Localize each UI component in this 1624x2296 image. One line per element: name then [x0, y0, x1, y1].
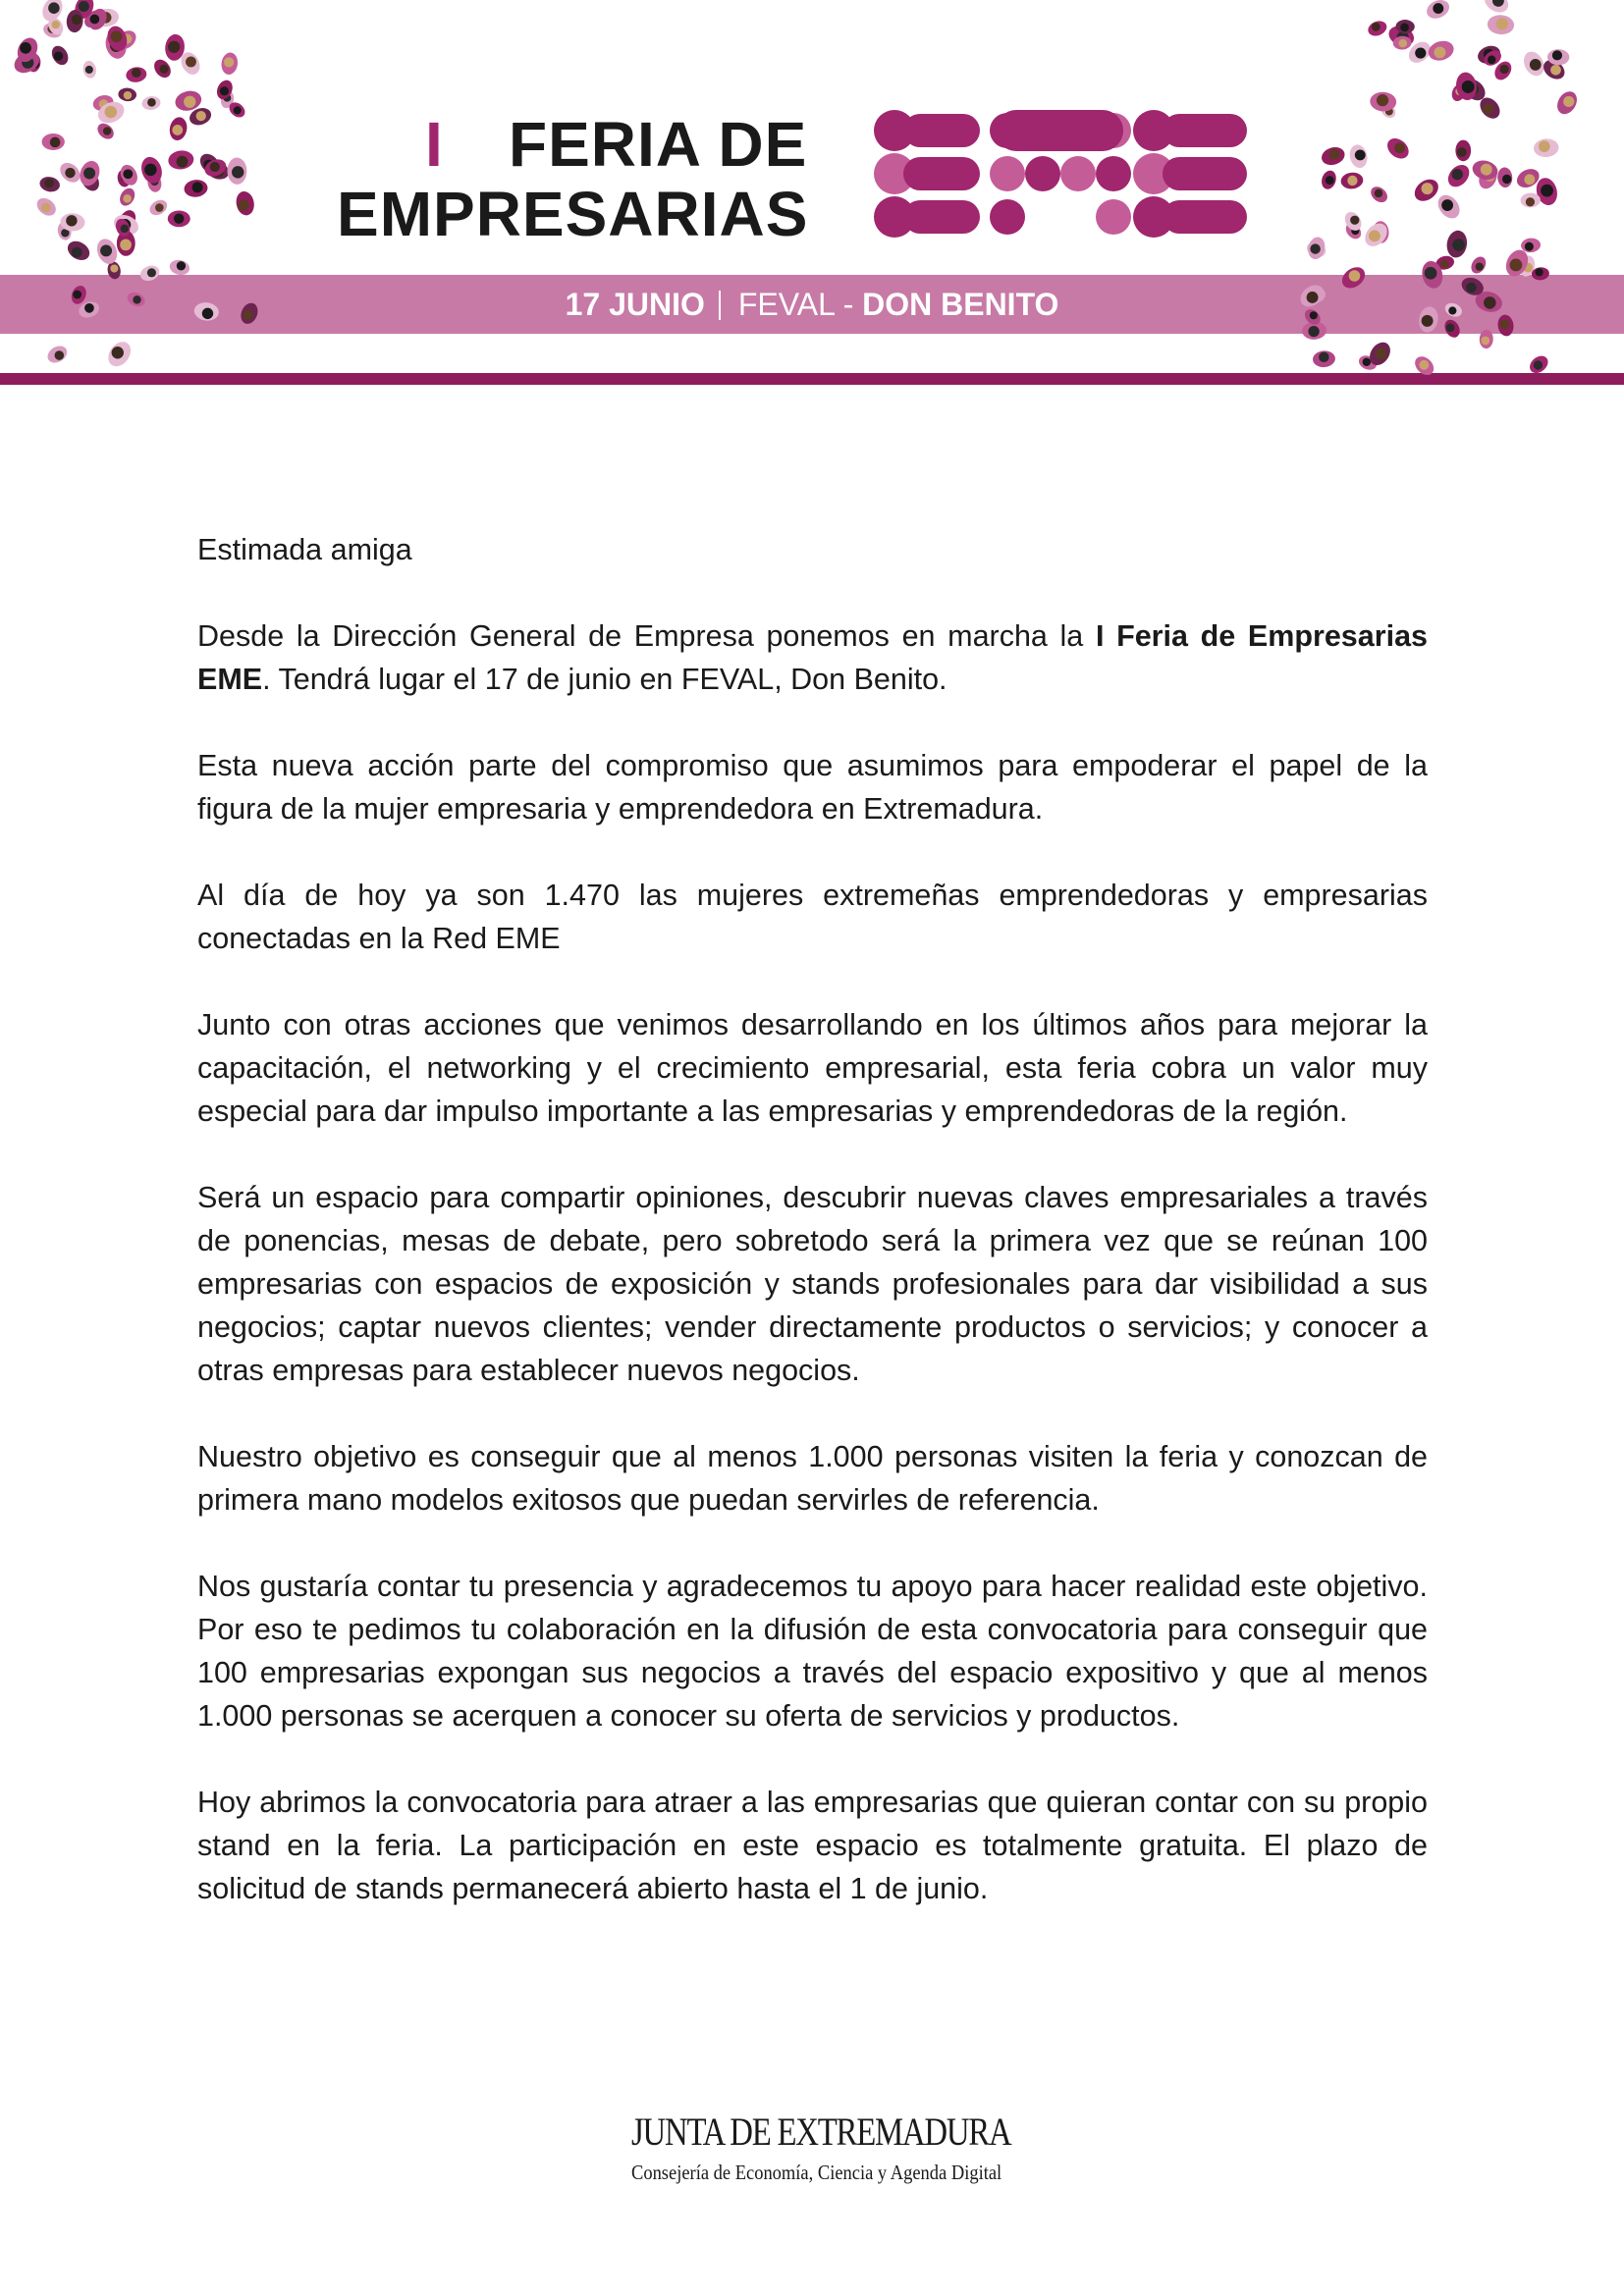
event-name: I Feria de Empresarias EME	[197, 619, 1428, 696]
crowd-figure	[125, 66, 147, 83]
crowd-figure	[138, 154, 166, 186]
crowd-figure	[1320, 169, 1338, 191]
crowd-figure	[151, 56, 175, 80]
paragraph-6: Nuestro objetivo es conseguir que al menos 1.000 personas visiten la feria y conozcan de primera mano modelos exitosos que puedan servirles de referencia.	[197, 1440, 1428, 1517]
crowd-figure	[147, 197, 170, 219]
crowd-figure	[1497, 167, 1513, 188]
paragraph-8: Hoy abrimos la convocatoria para atraer a las empresarias que quieran contar con su propio stand en la feria. La participación en este espacio es totalmente gratuita. El plazo de solicitud de stands permanecerá abierto hasta el 1 de junio.	[197, 1786, 1428, 1905]
crowd-figure	[220, 51, 239, 76]
crowd-figure	[117, 186, 137, 208]
crowd-figure	[235, 189, 256, 217]
eme-logo	[874, 110, 1247, 238]
title-line-1: FERIA DE	[509, 109, 808, 180]
crowd-figure	[1341, 209, 1365, 234]
crowd-figure	[1445, 229, 1469, 259]
paragraph-3: Al día de hoy ya son 1.470 las mujeres extremeñas emprendedoras y empresarias conectadas en la Red EME	[197, 879, 1428, 955]
crowd-figure	[1553, 88, 1581, 118]
crowd-figure	[1312, 350, 1335, 368]
crowd-figure	[1368, 184, 1390, 205]
consejeria-text: Consejería de Economía, Ciencia y Agenda Digital	[631, 2161, 1002, 2184]
paragraph-2: Esta nueva acción parte del compromiso que asumimos para empoderar el papel de la figura de la mujer empresaria y emprendedora en Extremadura.	[197, 749, 1428, 826]
crowd-figure	[168, 210, 190, 227]
crowd-figure	[1410, 175, 1442, 205]
crowd-figure	[94, 120, 117, 141]
crowd-figure	[42, 133, 65, 150]
crowd-figure	[56, 159, 83, 187]
crowd-figure	[168, 116, 189, 142]
crowd-figure	[1520, 238, 1541, 253]
paragraph-1-intro: Desde la Dirección General de Empresa ponemos en marcha la	[197, 619, 1096, 653]
paragraph-5: Será un espacio para compartir opiniones, descubrir nuevas claves empresariales a través de ponencias, mesas de debate, pero sobretodo será la primera vez que se reúnan 100 empresarias con espacios de exposición y stands profesionales para dar visibilidad a sus negocios; captar nuevos clientes; vender directamente productos o servicios; y conocer a otras empresas para establecer nuevos negocios.	[197, 1181, 1428, 1387]
crowd-figure	[227, 157, 246, 185]
footer-logo	[631, 2109, 1011, 2185]
crowd-figure	[118, 87, 137, 102]
crowd-figure	[141, 95, 162, 111]
crowd-figure	[1366, 19, 1389, 39]
paragraph-7: Nos gustaría contar tu presencia y agradecemos tu apoyo para hacer realidad este objetivo. Por eso te pedimos tu colaboración en la difusión de esta convocatoria para conseguir que 100 empresarias expongan sus negocios a través del espacio expositivo y que al menos 1.000 personas se acerquen a conocer su oferta de servicios y productos.	[197, 1570, 1428, 1733]
paragraph-1	[197, 614, 1428, 701]
crowd-figure	[49, 43, 72, 68]
crowd-figure	[38, 175, 61, 193]
junta-logo-text: JUNTA DE EXTREMADURA	[631, 2109, 1011, 2154]
salutation: Estimada amiga	[197, 533, 412, 566]
crowd-figure	[1487, 14, 1515, 35]
crowd-figure	[1306, 236, 1326, 261]
crowd-figure	[64, 238, 92, 264]
crowd-figure	[167, 149, 194, 171]
crowd-figure	[33, 194, 59, 219]
title-line-2: EMPRESARIAS	[337, 179, 809, 249]
crowd-figure	[1426, 38, 1456, 64]
crowd-figure	[1434, 191, 1464, 223]
divider	[719, 291, 721, 320]
crowd-figure	[1533, 138, 1559, 158]
crowd-figure	[44, 343, 70, 366]
crowd-figure	[1340, 172, 1364, 190]
paragraph-1-rest: . Tendrá lugar el 17 de junio en FEVAL, Don Benito.	[262, 663, 947, 696]
crowd-figure	[81, 60, 97, 80]
event-city: DON BENITO	[862, 287, 1059, 322]
crowd-figure	[1424, 0, 1452, 22]
paragraph-4: Junto con otras acciones que venimos desarrollando en los últimos años para mejorar la capacitación, el networking y el crecimiento empresarial, esta feria cobra un valor muy especial para dar impulso importante a las empresarias y emprendedoras de la región.	[197, 1008, 1428, 1128]
crowd-figure	[1455, 140, 1471, 162]
crowd-figure	[184, 179, 209, 198]
title-numeral: I	[425, 109, 444, 180]
event-venue: FEVAL	[737, 287, 835, 322]
event-banner	[0, 0, 1624, 385]
crowd-figure	[1444, 161, 1474, 191]
crowd-figure	[1520, 48, 1548, 80]
crowd-figure	[1383, 134, 1413, 163]
event-date-venue	[0, 275, 1624, 334]
crowd-figure	[93, 236, 120, 266]
crowd-figure	[104, 338, 135, 371]
letter-body	[197, 528, 1428, 1910]
crowd-figure	[1468, 254, 1489, 277]
crowd-figure	[1527, 352, 1551, 377]
crowd-figure	[1347, 143, 1369, 170]
event-date: 17 JUNIO	[565, 287, 705, 322]
crowd-figure	[1320, 144, 1347, 168]
crowd-figure	[1411, 352, 1436, 378]
venue-dash: -	[834, 287, 863, 322]
crowd-figure	[1481, 0, 1512, 17]
